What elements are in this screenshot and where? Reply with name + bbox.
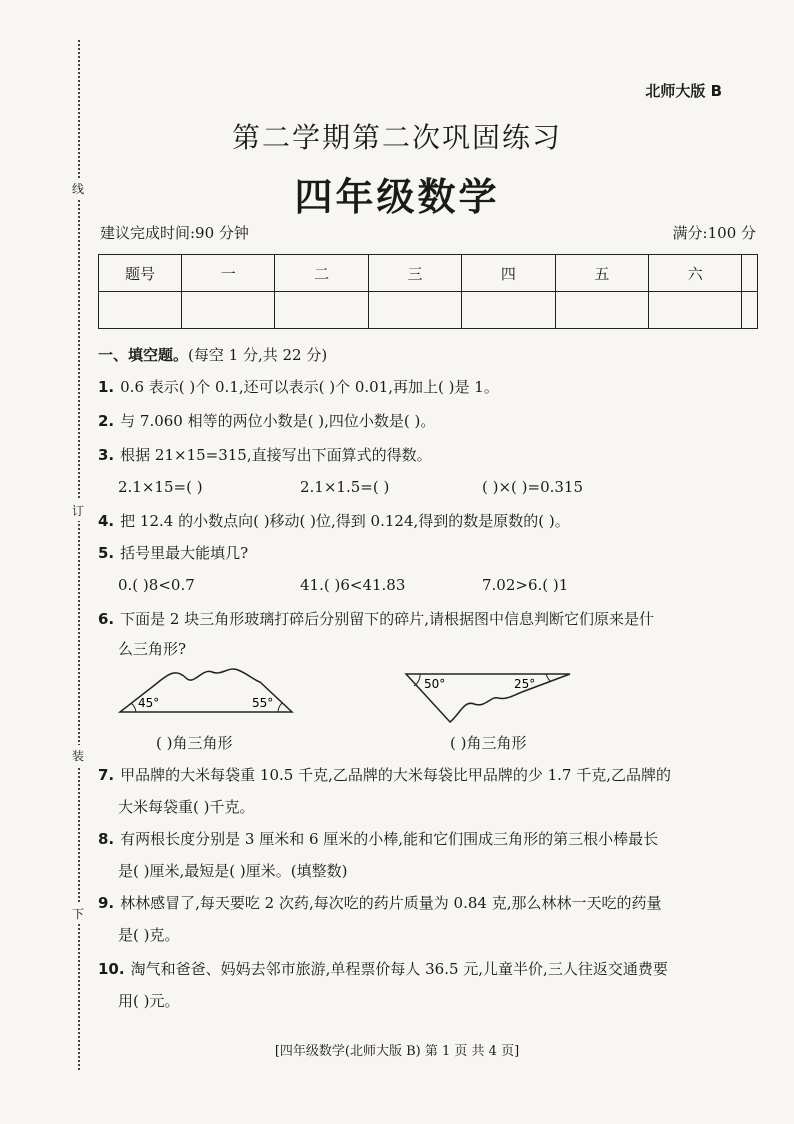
question-3	[98, 444, 432, 465]
question-number: 10.	[98, 960, 125, 978]
q6-answer-1: ( )角三角形	[156, 734, 233, 752]
exam-subtitle: 第二学期第二次巩固练习	[231, 121, 562, 154]
exam-title: 四年级数学	[294, 175, 500, 219]
score-table-header-cell: 四	[462, 255, 555, 292]
q5-item-b: 41.( )6<41.83	[300, 576, 406, 594]
triangle2-angle-right: 25°	[514, 677, 536, 691]
score-cell[interactable]	[462, 292, 555, 329]
question-8	[98, 828, 658, 849]
question-6	[98, 608, 654, 629]
score-cell[interactable]	[555, 292, 648, 329]
binding-char-zhuang: 装	[72, 745, 84, 766]
question-2	[98, 410, 435, 431]
question-text: 淘气和爸爸、妈妈去邻市旅游,单程票价每人 36.5 元,儿童半价,三人往返交通费要	[130, 960, 668, 978]
time-label: 建议完成时间:90 分钟	[100, 224, 249, 242]
question-9	[98, 892, 661, 913]
question-4	[98, 510, 570, 531]
question-number: 8.	[98, 830, 115, 848]
triangle2-angle-left: 50°	[424, 677, 446, 691]
question-number: 9.	[98, 894, 115, 912]
question-number: 6.	[98, 610, 115, 628]
edition-label: 北师大版 B	[645, 82, 722, 100]
triangle-fragment-1	[116, 664, 296, 716]
q5-item-c: 7.02>6.( )1	[482, 576, 569, 594]
question-8-line2: 是( )厘米,最短是( )厘米。(填整数)	[118, 862, 348, 880]
score-table-header-cell: 一	[182, 255, 275, 292]
binding-char-ding: 订	[72, 500, 84, 521]
score-cell[interactable]	[182, 292, 275, 329]
question-number: 3.	[98, 446, 115, 464]
score-table-header-cell: 二	[275, 255, 368, 292]
question-1	[98, 376, 499, 397]
section-1-heading	[98, 344, 327, 365]
question-text: 把 12.4 的小数点向( )移动( )位,得到 0.124,得到的数是原数的( )。	[120, 512, 570, 530]
q3-item-c: ( )×( )=0.315	[482, 478, 584, 496]
question-text: 林林感冒了,每天要吃 2 次药,每次吃的药片质量为 0.84 克,那么林林一天吃的药量	[120, 894, 662, 912]
score-table-header-cell: 六	[649, 255, 742, 292]
score-table-header-cell: 五	[555, 255, 648, 292]
question-text: 有两根长度分别是 3 厘米和 6 厘米的小棒,能和它们围成三角形的第三根小棒最长	[120, 830, 659, 848]
question-number: 5.	[98, 544, 115, 562]
score-cell[interactable]	[649, 292, 742, 329]
question-10-line2: 用( )元。	[118, 992, 180, 1010]
full-score-label: 满分:100 分	[672, 224, 756, 242]
score-cell[interactable]	[275, 292, 368, 329]
question-text: 与 7.060 相等的两位小数是( ),四位小数是( )。	[120, 412, 436, 430]
score-cell[interactable]	[368, 292, 461, 329]
question-text: 下面是 2 块三角形玻璃打碎后分别留下的碎片,请根据图中信息判断它们原来是什	[120, 610, 654, 628]
score-cell[interactable]	[99, 292, 182, 329]
question-10	[98, 958, 668, 979]
triangle1-angle-right: 55°	[252, 696, 274, 710]
q6-answer-2: ( )角三角形	[450, 734, 527, 752]
section-1-points: (每空 1 分,共 22 分)	[188, 346, 328, 364]
q5-item-a: 0.( )8<0.7	[118, 576, 195, 594]
q3-item-a: 2.1×15=( )	[118, 478, 203, 496]
binding-char-xian: 线	[72, 178, 84, 199]
score-table	[98, 254, 758, 329]
question-7	[98, 764, 671, 785]
question-text: 括号里最大能填几?	[120, 544, 249, 562]
question-9-line2: 是( )克。	[118, 926, 180, 944]
binding-char-xia: 下	[72, 903, 84, 924]
score-cell[interactable]	[742, 292, 758, 329]
page-footer: [四年级数学(北师大版 B) 第 1 页 共 4 页]	[274, 1044, 520, 1059]
question-number: 7.	[98, 766, 115, 784]
question-6-line2: 么三角形?	[118, 640, 187, 658]
question-text: 甲品牌的大米每袋重 10.5 千克,乙品牌的大米每袋比甲品牌的少 1.7 千克,乙品牌的	[120, 766, 672, 784]
section-1-title: 一、填空题。	[98, 346, 189, 364]
question-number: 1.	[98, 378, 115, 396]
score-table-header-cell: 三	[368, 255, 461, 292]
question-7-line2: 大米每袋重( )千克。	[118, 798, 255, 816]
score-table-header-row	[99, 255, 758, 292]
score-table-header-cell: 题号	[99, 255, 182, 292]
score-table-header-cell	[742, 255, 758, 292]
score-table-score-row	[99, 292, 758, 329]
question-number: 4.	[98, 512, 115, 530]
question-5	[98, 542, 248, 563]
question-number: 2.	[98, 412, 115, 430]
triangle-fragment-2	[402, 670, 576, 726]
question-text: 根据 21×15=315,直接写出下面算式的得数。	[120, 446, 432, 464]
triangle1-angle-left: 45°	[138, 696, 160, 710]
question-text: 0.6 表示( )个 0.1,还可以表示( )个 0.01,再加上( )是 1。	[120, 378, 499, 396]
q3-item-b: 2.1×1.5=( )	[300, 478, 390, 496]
